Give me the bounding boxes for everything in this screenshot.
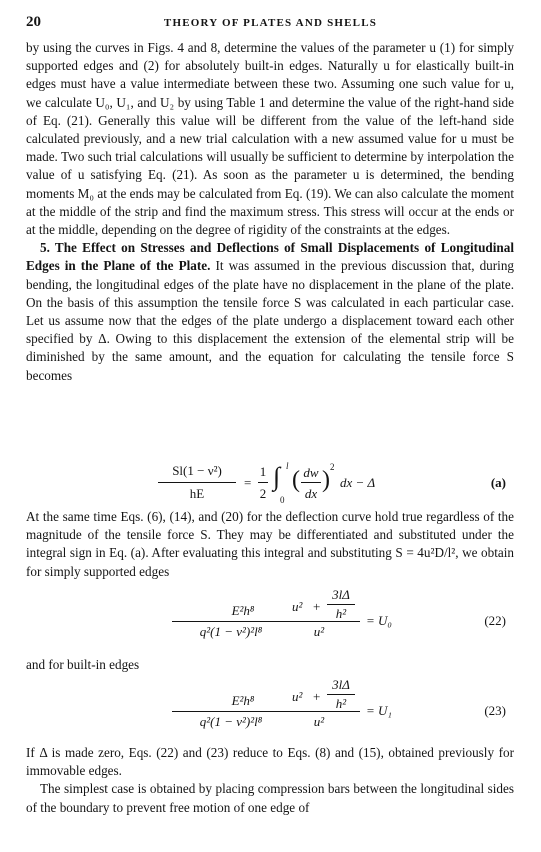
eq-a-deriv-bar <box>301 482 321 483</box>
integral-upper-limit: l <box>286 461 289 471</box>
integral-sign: ∫ <box>273 462 281 491</box>
eq-22-main-bar <box>172 621 360 622</box>
eq-23-inner-denominator: h² <box>335 696 347 711</box>
eq-22-plus: + <box>313 599 321 614</box>
equation-23 <box>26 678 514 740</box>
paragraph-4-block <box>26 656 514 674</box>
eq-a-coef-denominator: 2 <box>259 486 267 501</box>
eq-22-inner-numerator: 3lΔ <box>332 587 350 602</box>
eq-a-tail: dx − Δ <box>340 475 376 490</box>
eq-23-outer-denominator: q²(1 − ν²)²l⁸ <box>199 714 263 729</box>
eq-23-u2: u² <box>292 689 303 704</box>
eq-23-inner-numerator: 3lΔ <box>332 677 350 692</box>
eq-23-label: (23) <box>484 703 506 718</box>
eq-22-inner-bar <box>327 604 355 605</box>
eq-a-coef-bar <box>258 482 268 483</box>
eq-23-rhs: = U₁ <box>366 703 392 718</box>
eq-23-plus: + <box>313 689 321 704</box>
eq-23-inner-bar <box>327 694 355 695</box>
paragraph-3-block <box>26 508 514 581</box>
eq-a-label: (a) <box>490 475 506 490</box>
eq-22-outer-numerator: E²h⁸ <box>231 603 255 618</box>
eq-23-outer-numerator: E²h⁸ <box>231 693 255 708</box>
paragraph-2-body: It was assumed in the previous discussion that, during bending, the longitudinal edges of the plate have no displacement in the plane of the plate. On the basis of this assumption the tensile force S was calculated in each particular case. Let us assume now that the edges of the plate undergo a displacement toward each other specified by Δ. Owing to this displacement the extension of the elemental strip will be diminished by the same amount, and the equation for calculating the tensile force S becomes <box>26 258 515 383</box>
integral-lower-limit: 0 <box>280 495 285 505</box>
eq-a-lhs-fraction-bar <box>158 482 236 483</box>
page-number: 20 <box>26 14 41 30</box>
equation-22 <box>26 588 514 650</box>
eq-22-outer-denominator: q²(1 − ν²)²l⁸ <box>199 624 263 639</box>
eq-a-equals: = <box>244 475 252 490</box>
eq-a-lhs-numerator: Sl(1 − ν²) <box>172 463 222 478</box>
eq-a-power: 2 <box>330 462 335 472</box>
eq-a-deriv-numerator: dw <box>303 465 319 480</box>
right-paren: ) <box>322 467 330 493</box>
eq-22-inner-denominator: h² <box>335 606 347 621</box>
paragraph-4: and for built-in edges <box>26 657 140 672</box>
eq-22-rhs: = U₀ <box>366 613 392 628</box>
left-paren: ( <box>292 467 300 493</box>
eq-a-lhs-denominator: hE <box>189 486 205 501</box>
eq-a-deriv-denominator: dx <box>304 486 318 501</box>
eq-23-main-bar <box>172 711 360 712</box>
page-header <box>26 14 515 36</box>
running-title: THEORY OF PLATES AND SHELLS <box>163 17 378 29</box>
eq-a-coef-numerator: 1 <box>259 464 267 479</box>
eq-23-u2-denominator: u² <box>313 714 325 729</box>
paragraph-2 <box>26 239 514 385</box>
eq-22-u2: u² <box>292 599 303 614</box>
section-heading: 5. The Effect on Stresses and Deflections of Small Displacements of Longitudinal Edges in the Plane of the Plate. <box>26 240 514 274</box>
paragraph-1-block <box>26 39 514 385</box>
paragraph-5: If Δ is made zero, Eqs. (22) and (23) reduce to Eqs. (8) and (15), obtained previously for immovable edges. <box>26 745 514 779</box>
equation-a <box>26 462 514 506</box>
eq-22-u2-denominator: u² <box>313 624 325 639</box>
paragraph-1: by using the curves in Figs. 4 and 8, determine the values of the parameter u (1) for simply supported edges and (2) for absolutely built-in edges. Naturally u for elastically built-in edges must have a value intermediate between these two. Assuming one such value for u, we calculate U₀, U₁, and U₂ by using Table 1 and determine the value of the right-hand side of Eq. (21). Generally this value will be different from the value of the left-hand side calculated previously, and a new trial calculation with a new assumed value for u must be made. Two such trial calculations will usually be sufficient to determine by interpolation the value of u satisfying Eq. (21). As soon as the parameter u is determined, the bending moments M₀ at the ends may be calculated from Eq. (19). We can also calculate the moment at the middle of the strip and find the maximum stress. This stress will occur at the ends or at the middle, depending on the degree of rigidity of the constraints at the edges. <box>26 40 514 238</box>
eq-22-label: (22) <box>484 613 506 628</box>
paragraph-5-block <box>26 744 514 817</box>
paragraph-6: The simplest case is obtained by placing compression bars between the longitudinal sides of the boundary to prevent free motion of one edge of <box>26 781 514 815</box>
paragraph-3: At the same time Eqs. (6), (14), and (20) for the deflection curve hold true regardless of the magnitude of the tensile force S. They may be differentiated and substituted under the integral sign in Eq. (a). After evaluating this integral and substituting S = 4u²D/l², we obtain for simply supported edges <box>26 509 514 579</box>
